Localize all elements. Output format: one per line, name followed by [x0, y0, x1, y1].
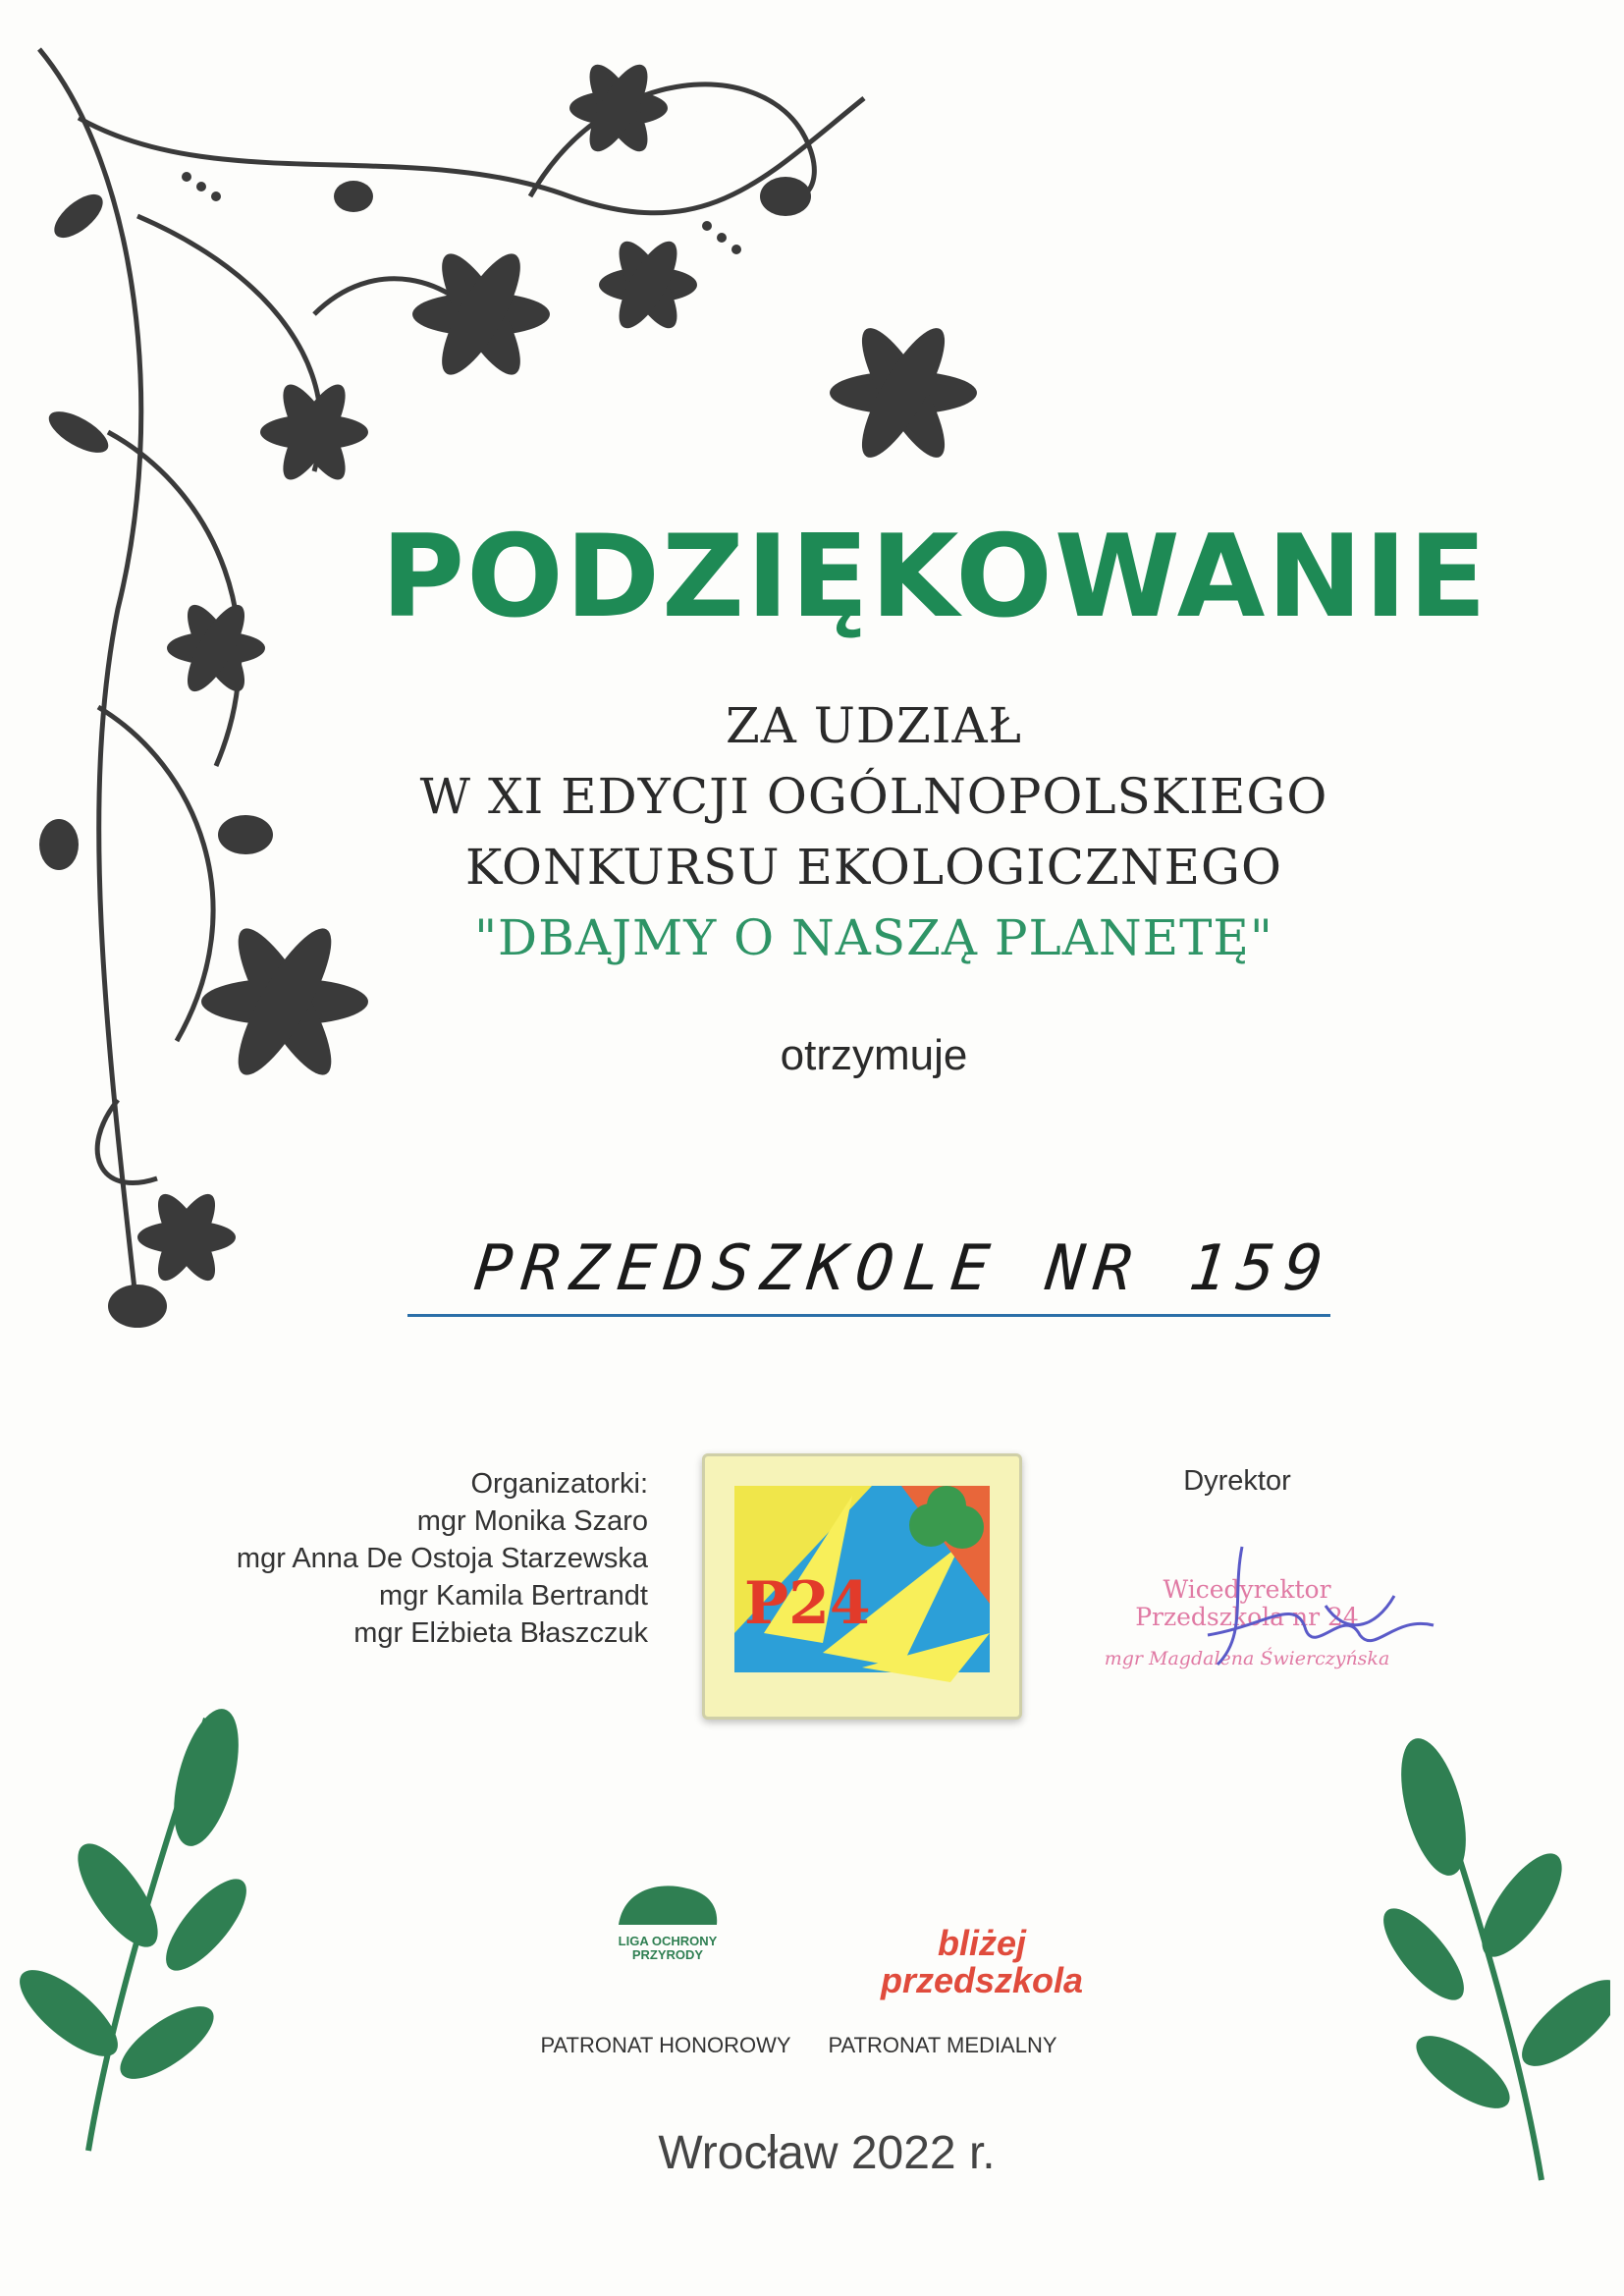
- place-and-date: Wrocław 2022 r.: [658, 2127, 996, 2179]
- leaf-branch-right: [1365, 1728, 1610, 2190]
- page-title: PODZIĘKOWANIE: [381, 511, 1489, 643]
- subtitle-line-3: KONKURSU EKOLOGICZNEGO: [465, 839, 1282, 896]
- blizej-przedszkola-logo: bliżej przedszkola: [880, 1923, 1084, 2000]
- organizers-block: [157, 1465, 648, 1652]
- leaf-branch-left: [20, 1699, 255, 2160]
- bison-icon: [609, 1871, 727, 1930]
- organizers-heading: Organizatorki:: [470, 1468, 648, 1500]
- director-label: Dyrektor: [1183, 1465, 1291, 1497]
- subtitle-line-1: ZA UDZIAŁ: [725, 697, 1023, 754]
- recipient-underline: [407, 1314, 1330, 1317]
- contest-name: "DBAJMY O NASZĄ PLANETĘ": [474, 909, 1273, 966]
- honorary-patronage-label: PATRONAT HONOROWY: [540, 2033, 791, 2057]
- director-signature: [1149, 1537, 1443, 1674]
- liga-ochrony-przyrody-logo: [609, 1871, 727, 1979]
- liga-logo-text: LIGA OCHRONY PRZYRODY: [618, 1934, 718, 1962]
- stamp-line-1: Wicedyrektor: [1163, 1575, 1331, 1604]
- logo-text: P24: [744, 1569, 871, 1638]
- organizer-name: mgr Monika Szaro: [416, 1505, 648, 1537]
- kindergarten-logo: [702, 1453, 1022, 1720]
- subtitle-line-2: W XI EDYCJI OGÓLNOPOLSKIEGO: [419, 768, 1328, 825]
- stamp-line-3: mgr Magdalena Świerczyńska: [1104, 1648, 1390, 1669]
- receives-label: otrzymuje: [780, 1031, 968, 1079]
- organizer-name: mgr Elżbieta Błaszczuk: [353, 1617, 648, 1649]
- media-patronage-label: PATRONAT MEDIALNY: [828, 2033, 1057, 2057]
- organizer-name: mgr Kamila Bertrandt: [379, 1580, 648, 1612]
- recipient-name: PRZEDSZKOLE NR 159: [470, 1232, 1336, 1305]
- logo-graphic: [705, 1456, 1019, 1717]
- organizer-name: mgr Anna De Ostoja Starzewska: [236, 1543, 648, 1574]
- stamp-line-2: Przedszkola nr 24: [1135, 1603, 1359, 1631]
